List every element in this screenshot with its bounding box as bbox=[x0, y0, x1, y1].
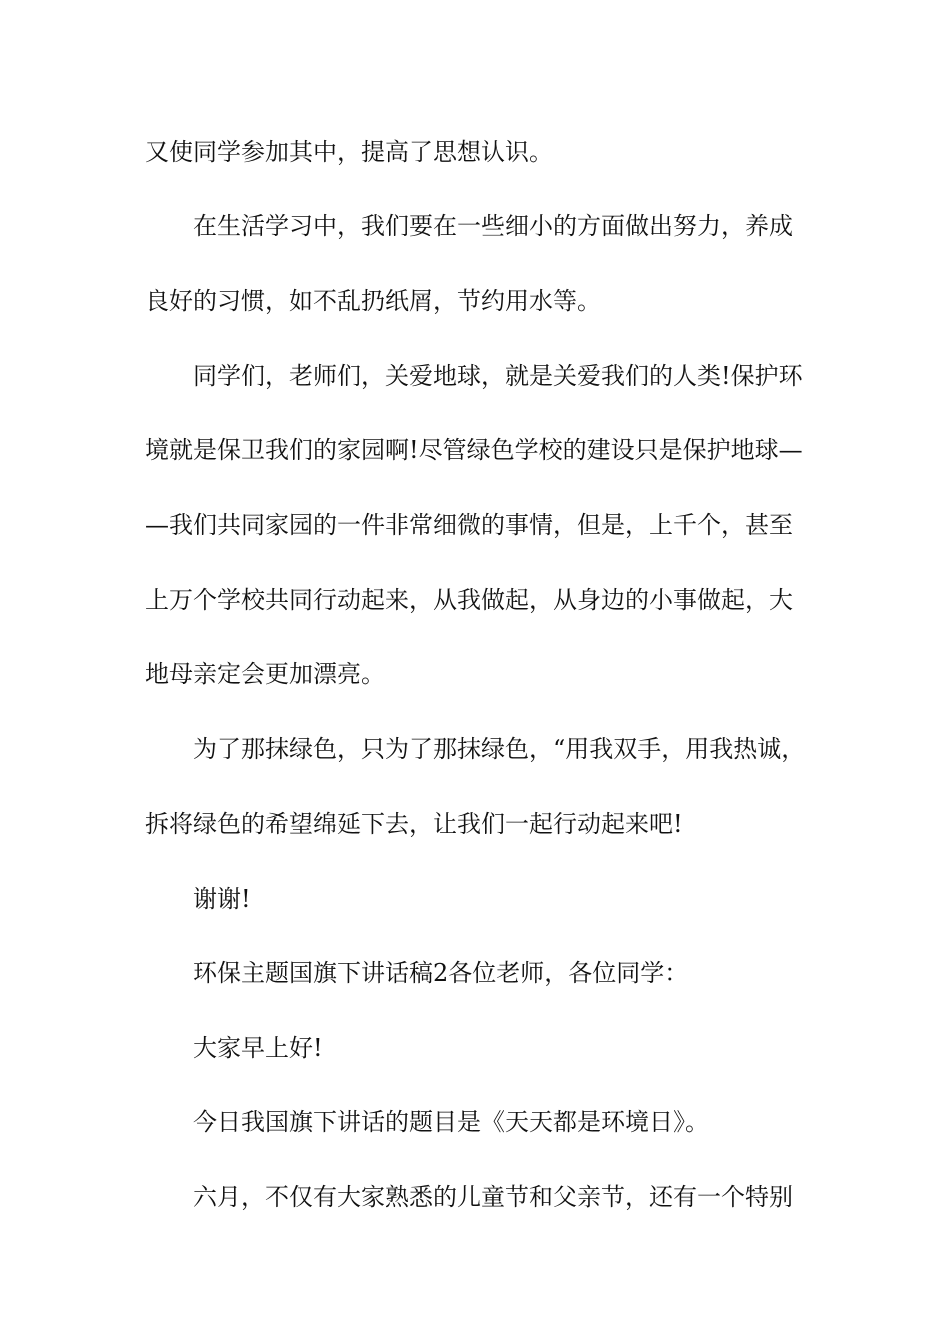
paragraph-line: 谢谢! bbox=[193, 885, 251, 913]
paragraph-line: 大家早上好! bbox=[193, 1034, 323, 1062]
text-line: —我们共同家园的一件非常细微的事情，但是，上千个，甚至 bbox=[145, 511, 793, 539]
text-line: 上万个学校共同行动起来，从我做起，从身边的小事做起，大 bbox=[145, 586, 793, 614]
paragraph-line: 环保主题国旗下讲话稿2各位老师，各位同学： bbox=[193, 959, 689, 987]
text-line: 境就是保卫我们的家园啊!尽管绿色学校的建设只是保护地球— bbox=[145, 436, 803, 464]
text-line: 良好的习惯，如不乱扔纸屑，节约用水等。 bbox=[145, 287, 601, 315]
paragraph-line: 六月，不仅有大家熟悉的儿童节和父亲节，还有一个特别 bbox=[193, 1183, 793, 1211]
text-line: 拆将绿色的希望绵延下去，让我们一起行动起来吧! bbox=[145, 810, 683, 838]
paragraph-line: 为了那抹绿色，只为了那抹绿色，“用我双手，用我热诚， bbox=[193, 735, 806, 763]
text-line: 地母亲定会更加漂亮。 bbox=[145, 660, 385, 688]
text-line: 又使同学参加其中，提高了思想认识。 bbox=[145, 138, 553, 166]
paragraph-line: 今日我国旗下讲话的题目是《天天都是环境日》。 bbox=[193, 1108, 709, 1136]
paragraph-line: 同学们，老师们，关爱地球，就是关爱我们的人类!保护环 bbox=[193, 362, 803, 390]
paragraph-line: 在生活学习中，我们要在一些细小的方面做出努力，养成 bbox=[193, 212, 793, 240]
